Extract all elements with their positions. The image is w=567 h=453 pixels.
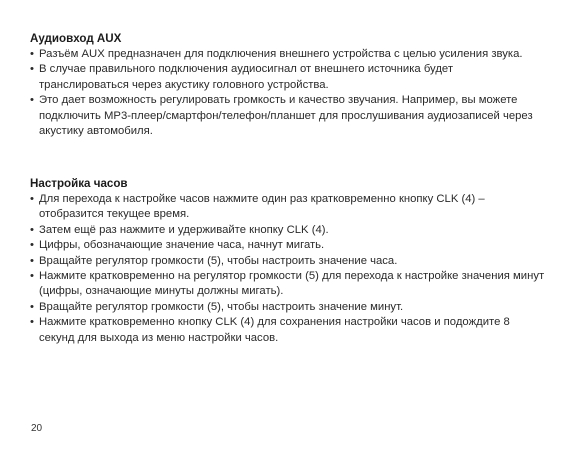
aux-input-section [30, 31, 545, 139]
clock-bullet-item: • Нажмите кратковременно на регулятор громкости (5) для перехода к настройке значения минут (цифры, означающие минуты должны мигать). [30, 269, 545, 300]
aux-bullet-item: • В случае правильного подключения аудиосигнал от внешнего источника будет транслироваться через акустику головного устройства. [30, 62, 545, 93]
clock-bullet-item: • Нажмите кратковременно кнопку CLK (4) для сохранения настройки часов и подождите 8 секунд для выхода из меню настройки часов. [30, 315, 545, 346]
aux-bullet-list [30, 47, 545, 139]
aux-bullet-item: • Это дает возможность регулировать громкость и качество звучания. Например, вы можете подключить MP3-плеер/смартфон/телефон/планшет для прослушивания аудиозаписей через акустику автомобиля. [30, 93, 545, 139]
aux-bullet-item: • Разъём AUX предназначен для подключения внешнего устройства с целью усиления звука. [30, 47, 545, 62]
clock-bullet-item: • Вращайте регулятор громкости (5), чтобы настроить значение минут. [30, 300, 545, 315]
clock-bullet-item: • Цифры, обозначающие значение часа, начнут мигать. [30, 238, 545, 253]
clock-section-heading: Настройка часов [30, 177, 128, 190]
clock-bullet-list [30, 192, 545, 346]
clock-bullet-item: • Для перехода к настройке часов нажмите один раз кратковременно кнопку CLK (4) – отобразится текущее время. [30, 192, 545, 223]
clock-setup-section [30, 176, 545, 346]
clock-bullet-item: • Затем ещё раз нажмите и удерживайте кнопку CLK (4). [30, 223, 545, 238]
page-number: 20 [31, 423, 43, 434]
aux-section-heading: Аудиовход AUX [30, 32, 122, 45]
clock-bullet-item: • Вращайте регулятор громкости (5), чтобы настроить значение часа. [30, 254, 545, 269]
